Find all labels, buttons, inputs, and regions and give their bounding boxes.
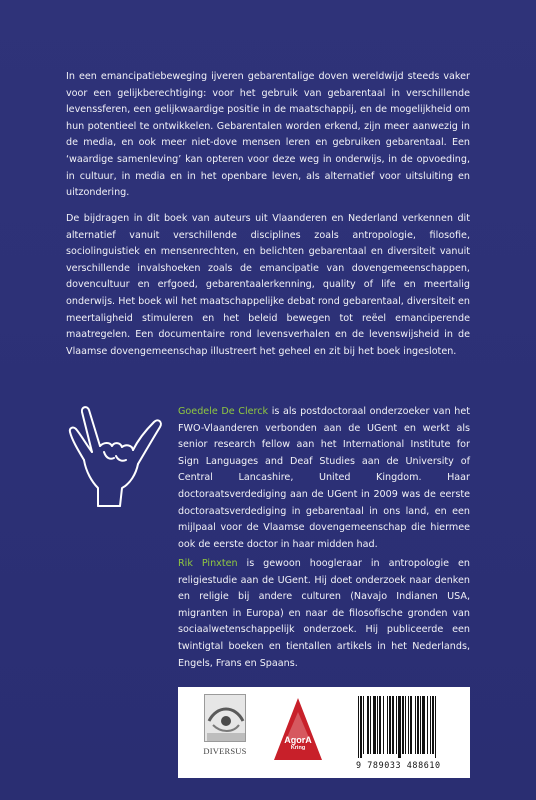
barcode-bar [417,696,419,754]
barcode-bar [432,696,434,754]
barcode-bar [420,696,421,754]
intro-paragraph-2: De bijdragen in dit boek van auteurs uit Vlaanderen en Nederland verkennen dit alternatief vanuit verschillende disciplines zoals antropologie, filosofie, sociolinguistiek en mensenrechten, en belichten gebarentaal en diversiteit vanuit verschillende invalshoeken zoals de emancipatie van dovengemeenschappen, dovencultuur en erfgoed, gebarentaalerkenning, quality of life en meertalig onderwijs. Het boek wil het maatschappelijke debat rond gebarentaal, diversiteit en meertaligheid stimuleren en het beleid bewegen tot reëel emanciperende maatregelen. Een documentaire rond levensverhalen en de levenswijsheid in de Vlaamse dovengemeenschap illustreert het geheel en zit bij het boek ingesloten. [66,213,470,357]
barcode-bar [408,696,409,754]
barcode-bar [389,696,391,754]
barcode-bar [415,696,416,754]
barcode-bar [427,696,428,754]
barcode-bar [358,696,359,758]
barcode-bar [379,696,381,754]
barcode-bar [430,696,431,754]
barcode-bar [383,696,384,754]
barcode-bar [370,696,371,754]
diversus-emblem [204,694,246,742]
diversus-label: DIVERSUS [203,746,247,756]
agora-title: AgorA [284,735,312,745]
barcode-bar [398,696,401,758]
agora-logo [270,694,326,764]
author-bio-text: is als postdoctoraal onderzoeker van het FWO-Vlaanderen verbonden aan de UGent en werkt als senior research fellow aan het International Institute for Sign Languages and Deaf Studies aan de University of Central Lancashire, United Kingdom. Haar doctoraatsverdediging aan de UGent in 2009 was de eerste doctoraatsverdediging in gebarentaal in ons land, en een mijlpaal voor de Vlaamse dovengemeenschap die hiermee ook de eerste doctor in haar midden had. [178,406,470,550]
barcode-bar [392,696,394,754]
barcode-bar [402,696,404,754]
barcode-bar [422,696,425,754]
barcode-bar [377,696,378,754]
barcode-bar [360,696,362,758]
barcode-bar [363,696,364,754]
barcode-bar [373,696,376,754]
barcode-bar [410,696,412,754]
author-name: Goedele De Clerck [178,406,269,417]
author-name: Rik Pinxten [178,558,238,569]
barcode-bar [367,696,369,754]
author-bio-1 [178,404,470,553]
barcode-digits: 9 789033 488610 [356,760,441,770]
intro-paragraph-1: In een emancipatiebeweging ijveren gebarentalige doven wereldwijd steeds vaker voor een gelijkberechtiging: voor het gebruik van gebarentaal in verschillende levenssferen, een gelijkwaardige positie in de maatschappij, en de mogelijkheid om hun potentieel te ontwikkelen. Gebarentalen worden erkend, zijn meer aanwezig in de media, en ook meer niet-dove mensen leren en gebruiken gebarentaal. Een ‘waardige samenleving’ kan opteren voor deze weg in onderwijs, in de opvoeding, in cultuur, in media en in het openbare leven, als alternatief voor uitsluiting en uitzondering. [66,71,470,199]
sign-language-hand-icon [64,402,168,514]
barcode-bars [352,692,464,758]
diversus-logo [200,694,250,764]
barcode-bar [396,696,397,754]
barcode-bar [435,696,436,758]
diversus-eye-icon [205,695,247,743]
barcode-bar [387,696,388,754]
author-bio-2 [178,556,470,672]
author-bio-text: is gewoon hoogleraar in antropologie en religiestudie aan de UGent. Hij doet onderzoek naar denken en religie bij andere culturen (Navajo Indianen USA, migranten in Europa) en naar de filosofische gronden van sociaalwetenschappelijk onderzoek. Hij publiceerde een twintigtal boeken en tientallen artikels in het Nederlands, Engels, Frans en Spaans. [178,558,470,669]
barcode-bar [405,696,406,754]
agora-subtitle: Kring [290,745,306,751]
